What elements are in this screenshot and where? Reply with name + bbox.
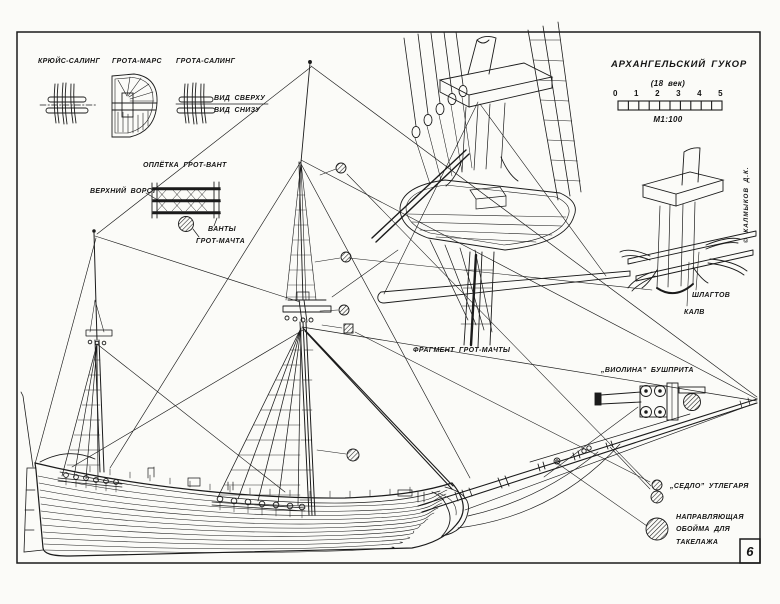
masthead-3d-detail — [620, 148, 756, 306]
main-mast — [218, 61, 331, 516]
sketch-kryuis-saling — [40, 83, 97, 124]
label-vid-snizu: ВИД СНИЗУ — [214, 107, 261, 114]
scale-label: М1:100 — [653, 115, 683, 124]
era-label: (18 век) — [650, 79, 686, 88]
label-grota-mars: ГРОТА-МАРС — [112, 58, 162, 65]
scale-tick-numbers — [613, 90, 723, 98]
label-grot-machta: ГРОТ-МАЧТА — [196, 238, 246, 245]
label-shlagtov: ШЛАГТОВ — [692, 292, 731, 299]
label-fragment: ФРАГМЕНТ ГРОТ-МАЧТЫ — [413, 347, 511, 354]
label-vid-sverkhu: ВИД СВЕРХУ — [214, 95, 266, 102]
tick-5: 5 — [718, 89, 723, 98]
tick-2: 2 — [655, 89, 660, 98]
label-napravlyayushchaya: НАПРАВЛЯЮЩАЯ — [676, 514, 744, 521]
scale-bar — [618, 101, 722, 110]
label-kryuis-saling: КРЮЙС-САЛИНГ — [38, 58, 101, 65]
label-sedlo: „СЕДЛО” УТЛЕГАРЯ — [670, 483, 749, 490]
mizzen-mast — [62, 230, 112, 480]
sketch-grota-saling — [176, 83, 268, 124]
label-violina: „ВИОЛИНА” БУШПРИТА — [601, 367, 694, 374]
bowsprit — [418, 398, 757, 512]
sketch-grota-mars — [112, 74, 157, 137]
ship-hull — [21, 392, 469, 556]
label-oboyma-dlya: ОБОЙМА ДЛЯ — [676, 526, 731, 533]
page-number: 6 — [746, 544, 754, 559]
tick-3: 3 — [676, 89, 681, 98]
label-vanty: ВАНТЫ — [208, 226, 236, 233]
label-kalv: КАЛВ — [684, 309, 705, 316]
violin-block-detail — [544, 383, 705, 477]
mast-fragment-detail — [372, 22, 630, 347]
label-grota-saling: ГРОТА-САЛИНГ — [176, 58, 236, 65]
drawing-title: АРХАНГЕЛЬСКИЙ ГУКОР — [611, 59, 747, 70]
tick-4: 4 — [697, 89, 702, 98]
tick-0: 0 — [613, 89, 618, 98]
rigging — [35, 66, 757, 528]
tick-1: 1 — [634, 89, 639, 98]
label-takelazha: ТАКЕЛАЖА — [676, 539, 719, 546]
label-opletka: ОПЛЁТКА ГРОТ-ВАНТ — [143, 162, 227, 169]
author-credit: © КАЛМЫКОВ Д.К. — [743, 166, 750, 243]
label-verkhniy-vorst: ВЕРХНИЙ ВОРСТ — [90, 188, 157, 195]
